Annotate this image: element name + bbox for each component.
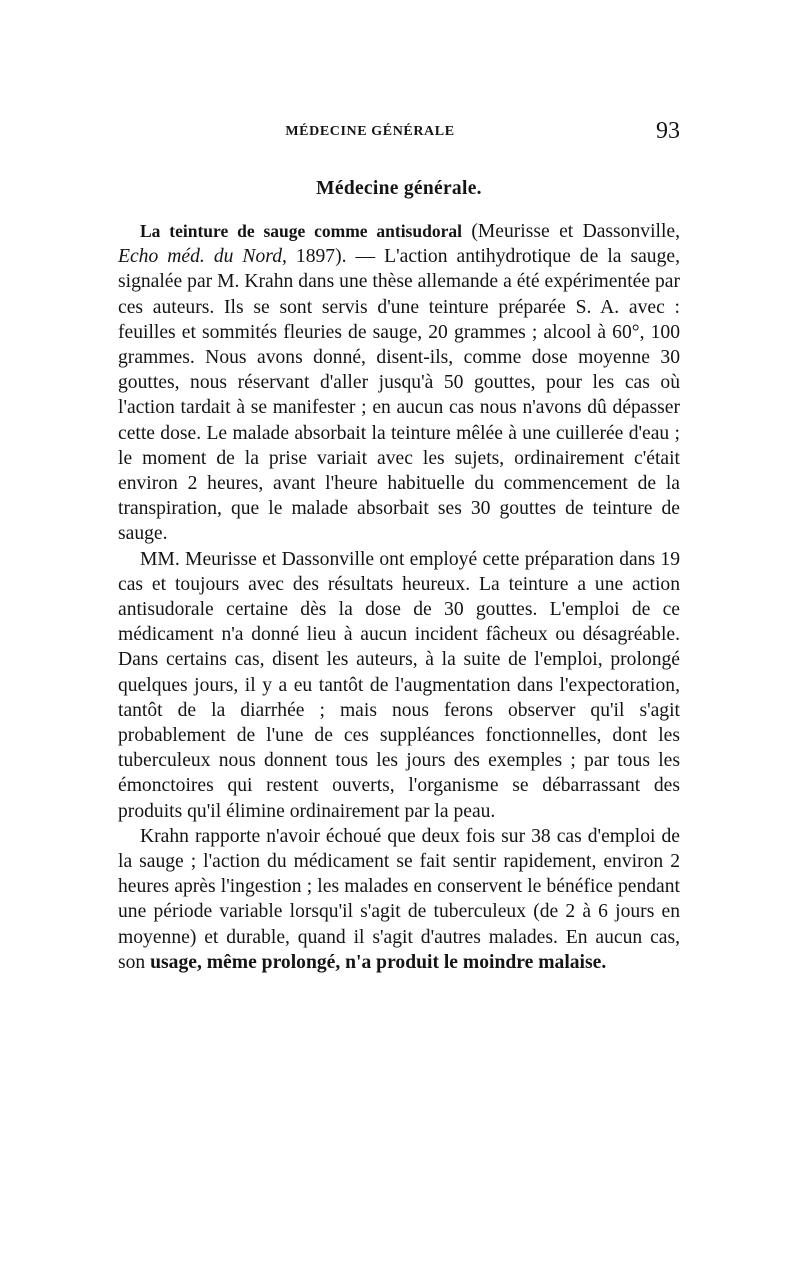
paragraph-3-bold-ending: usage, même prolongé, n'a produit le moindre malaise. bbox=[150, 951, 607, 973]
running-head bbox=[118, 118, 680, 148]
article-body bbox=[118, 219, 680, 975]
page-number: 93 bbox=[656, 118, 680, 144]
paragraph-3 bbox=[118, 824, 680, 975]
reference-close: , 1897). — bbox=[282, 246, 385, 268]
running-title: MÉDECINE GÉNÉRALE bbox=[285, 124, 455, 139]
journal-title: Echo méd. du Nord bbox=[118, 246, 282, 268]
section-title: Médecine générale. bbox=[316, 178, 482, 199]
paragraph-2-text: MM. Meurisse et Dassonville ont employé cette préparation dans 19 cas et toujours avec des résultats heureux. La teinture a une action antisudorale certaine dès la dose de 30 gouttes. L'emploi de ce médicament n'a donné lieu à aucun incident fâcheux ou désagréable. Dans certains cas, disent les auteurs, à la suite de l'emploi, prolongé quelques jours, il y a eu tantôt de l'augmentation dans l'expectoration, tantôt de la diarrhée ; mais nous ferons observer qu'il s'agit probablement de l'une de ces suppléances fonctionnelles, dont les tuberculeux nous donnent tous les jours des exemples ; par tous les émonctoires qui restent ouverts, l'organisme se débarrassant des produits qu'il élimine ordinairement par la peau. bbox=[118, 548, 680, 822]
reference-open: (Meurisse et Dassonville, bbox=[461, 221, 680, 242]
paragraph-1 bbox=[118, 219, 680, 547]
paragraph-3-text: Krahn rapporte n'avoir échoué que deux fois sur 38 cas d'emploi de la sauge ; l'action du médicament se fait sentir rapidement, environ 2 heures après l'ingestion ; les malades en conservent le bénéfice pendant une période variable lorsqu'il s'agit de tuberculeux (de 2 à 6 jours en moyenne) et durable, quand il s'agit d'autres malades. En aucun cas, son bbox=[118, 825, 680, 973]
article-lead-title: La teinture de sauge comme antisudoral bbox=[140, 221, 462, 241]
paragraph-2 bbox=[118, 547, 680, 824]
paragraph-1-text: L'action antihydrotique de la sauge, signalée par M. Krahn dans une thèse allemande a été expérimentée par ces auteurs. Ils se sont servis d'une teinture préparée S. A. avec : feuilles et sommités fleuries de sauge, 20 grammes ; alcool à 60°, 100 grammes. Nous avons donné, disent-ils, comme dose moyenne 30 gouttes, nous réservant d'aller jusqu'à 50 gouttes, pour les cas où l'action tardait à se manifester ; en aucun cas nous n'avons dû dépasser cette dose. Le malade absorbait la teinture mêlée à une cuillerée d'eau ; le moment de la prise variait avec les sujets, ordinairement c'était environ 2 heures, avant l'heure habituelle du commencement de la transpiration, que le malade absorbait ses 30 gouttes de teinture de sauge. bbox=[118, 246, 680, 545]
